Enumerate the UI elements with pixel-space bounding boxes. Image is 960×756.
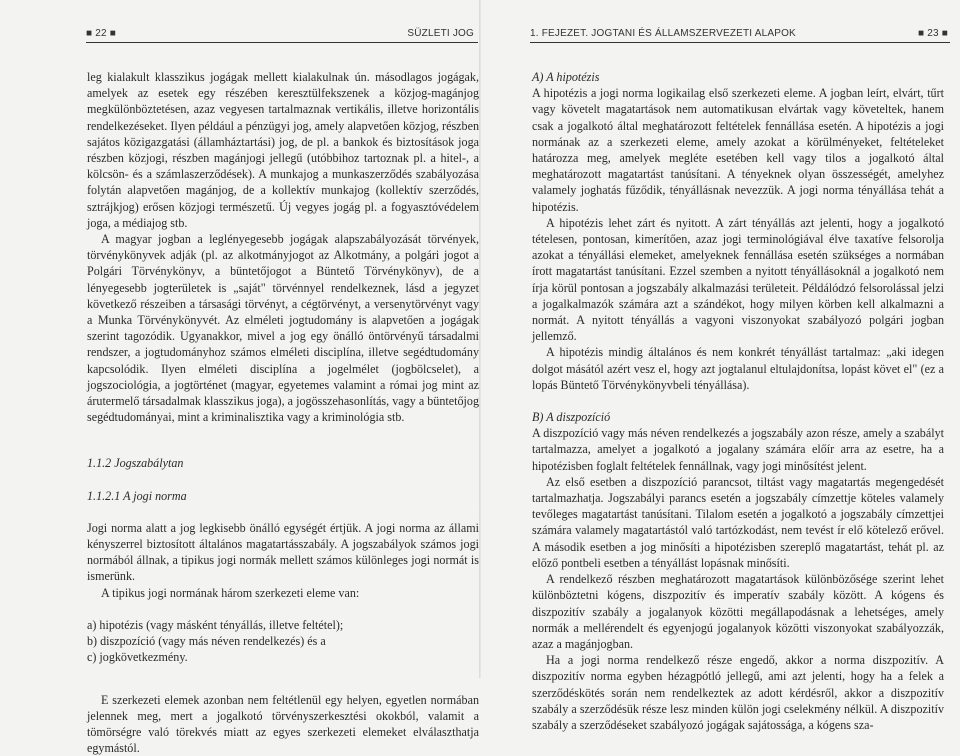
right-header-rule [530, 42, 950, 43]
left-page [0, 0, 480, 678]
right-paragraph-3: A hipotézis mindig általános és nem konkrét tényállást tartalmaz: „aki idegen dolgot másától azért vesz el, hogy azt jogtalanul eltulajdonítsa, lopást követ el" (ez a lopás Büntető Törvénykönyvbeli tényállása). [532, 344, 944, 393]
left-page-number-text: 22 [95, 28, 107, 39]
left-paragraph-4: A tipikus jogi normának három szerkezeti eleme van: [87, 585, 479, 601]
left-paragraph-5: E szerkezeti elemek azonban nem feltétlenül egy helyen, egyetlen normában jelennek meg, mert a jogalkotó törvényszerkesztési okokból, valamit a tömörségre való törekvés miatt az egyes szerkezeti elemeket elválaszthatja egymástól. [87, 692, 479, 756]
left-page-number: ■ 22 ■ [86, 28, 116, 39]
right-page-number: ■ 23 ■ [918, 28, 948, 39]
right-paragraph-4: A diszpozíció vagy más néven rendelkezés a jogszabály azon része, amely a szabályt tartalmazza, amelyet a jogalkotó a jogalany számára előír arra az esetre, ha a hipotézisben foglalt feltételek fennállnak, vagy jogi minősítést jelent. [532, 425, 944, 474]
left-paragraph-1: leg kialakult klasszikus jogágak mellett kialakulnak ún. másodlagos jogágak, amelyek az esetek egy részében keresztülfekszenek a közjog-magánjog megkülönböztetésen, azaz vegyesen tartalmaznak vertikális, illetve horizontális rendelkezéseket. Ilyen például a pénzügyi jog, amely alapvetően közjog, részben sajátos közigazgatási (államháztartási) jog, de pl. a bankok és biztosítások joga részben közjogi, részben magánjogi jellegű (utóbbihoz tartoznak pl. a hitel-, a kölcsön- és a számlaszerződések). A munkajog a munkaszerződés szabályozása folytán alapvetően magánjog, de a kollektív munkajog (kollektív szerződés, sztrájkjog) erősen közjogi természetű. Új vegyes jogág pl. a fogyasztóvédelem joga, a médiajog stb. [87, 69, 479, 231]
right-paragraph-7: Ha a jogi norma rendelkező része engedő, akkor a norma diszpozitív. A diszpozitív norma egyben hézagpótló jellegű, ami azt jelenti, hogy ha a felek a szerződéskötés során nem rendelkeztek az adott kérdésről, akkor a diszpozitív szabály a szerződésük része lesz minden külön jogi cselekmény nélkül. A diszpozitív szabály a szerződéseket szabályozó jogágak sajátossága, a kógens sza- [532, 652, 944, 733]
list-item-jogkovetkezmeny: c) jogkövetkezmény. [87, 649, 479, 665]
right-page-number-text: 23 [927, 28, 939, 39]
norm-elements-list [87, 617, 479, 666]
right-paragraph-6: A rendelkező részben meghatározott magatartások különbözősége szerint lehet különböztetni kógens, diszpozitív és imperatív szabály között. A kógens és diszpozitív szabály a jogalanyok közötti megállapodásnak a lehetséges, amely normák a mellérendelt és egyenjogú jogalanyok közötti viszonyokat szabályozzák, azaz a magánjogban. [532, 571, 944, 652]
right-paragraph-2: A hipotézis lehet zárt és nyitott. A zárt tényállás azt jelenti, hogy a jogalkotó tételesen, pontosan, kimerítően, azaz jogi terminológiával élve taxatíve felsorolja azokat a tényállási elemeket, amelyeknek fennállása esetén szükséges a normában írott magatartást tanúsítani. Ezzel szemben a nyitott tényállásoknál a jogalkotó nem írja körül pontosan a jogszabály alkalmazási területeit. Példálódzó felsorolással jelzi a jogalkalmazók számára azt a szándékot, hogy milyen körben kell alkalmazni a normát. A nyitott tényállás a vagyoni viszonyokat szabályozó polgári jogban jellemző. [532, 215, 944, 345]
right-text-column [532, 69, 944, 733]
right-running-head: 1. FEJEZET. JOGTANI ÉS ÁLLAMSZERVEZETI ALAPOK [530, 28, 796, 39]
left-paragraph-3: Jogi norma alatt a jog legkisebb önálló egységét értjük. A jogi norma az állami kényszerrel biztosított általános magatartásszabály. A jogszabályok számos jogi normából állnak, a tipikus jogi normák mellett számos különleges jogi normát is ismerünk. [87, 520, 479, 585]
section-heading-jogi-norma: 1.1.2.1 A jogi norma [87, 488, 479, 504]
right-page [480, 0, 960, 678]
section-heading-hipotezis: A) A hipotézis [532, 69, 944, 85]
list-item-hipotezis: a) hipotézis (vagy másként tényállás, illetve feltétel); [87, 617, 479, 633]
section-heading-diszpozicio: B) A diszpozíció [532, 409, 944, 425]
left-running-head: SÜZLETI JOG [407, 28, 474, 39]
left-header-rule [86, 42, 478, 43]
section-heading-jogszabalytan: 1.1.2 Jogszabálytan [87, 455, 479, 471]
right-paragraph-1: A hipotézis a jogi norma logikailag első szerkezeti eleme. A jogban leírt, elvárt, tűrt vagy követelt magatartások nem automatikusan elvártak vagy követeltek, hanem csak a jogalkotó által meghatározott feltételek fennállása esetén. A hipotézis a jogi normának az a szerkezeti eleme, amely azokat a körülményeket, feltételeket határozza meg, amelyek megléte esetében kell vagy tilos a jogalkotó által meghatározott magatartást tanúsítani. A tényeknek olyan összességét, amelyhez valamely joghatás fűződik, tényállásnak nevezzük. A jogi norma tényállása tehát a hipotézis. [532, 85, 944, 215]
list-item-diszpozicio: b) diszpozíció (vagy más néven rendelkezés) és a [87, 633, 479, 649]
left-text-column [87, 69, 479, 756]
left-paragraph-2: A magyar jogban a leglényegesebb jogágak alapszabályozását törvények, törvénykönyvek adják (pl. az alkotmányjogot az Alkotmány, a polgári jogot a Polgári Törvénykönyv, a büntetőjogot a Büntető Törvénykönyv), de a lényegesebb jogterületek is „saját" törvénnyel rendelkeznek, lásd a jegyzet következő részeiben a társasági törvényt, a cégtörvényt, a versenytörvényt vagy a Munka Törvénykönyvét. Az elméleti jogtudomány is alapvetően a jogágak szerint tagozódik. Ugyanakkor, mivel a jog egy önálló öntörvényű társadalmi rendszer, a jogtudományhoz számos elméleti disciplína, illetve segédtudomány kapcsolódik. Ilyen elméleti disciplína a jogelmélet (jogbölcselet), a jogszociológia, a jogtörténet (magyar, egyetemes valamint a római jog mint az árutermelő társadalmak klasszikus joga), a jogösszehasonlítás, vagy a büntetőjog segédtudományai, mint a kriminalisztika vagy a kriminológia stb. [87, 231, 479, 425]
right-paragraph-5: Az első esetben a diszpozíció parancsot, tiltást vagy magatartás megengedését tartalmazhatja. Jogszabályi parancs esetén a jogszabály címzettje köteles valamely tevőleges magatartást tanúsítani. Tilalom esetén a jogalkotó a jogszabály címzettjei számára valamely magatartástól való tartózkodást, nem tevést ír elő kötelező erővel. A második esetben a jog minősíti a hipotézisben szereplő magatartást, tehát pl. az előző pontbeli esetben a tényállást lopásnak minősíti. [532, 474, 944, 571]
